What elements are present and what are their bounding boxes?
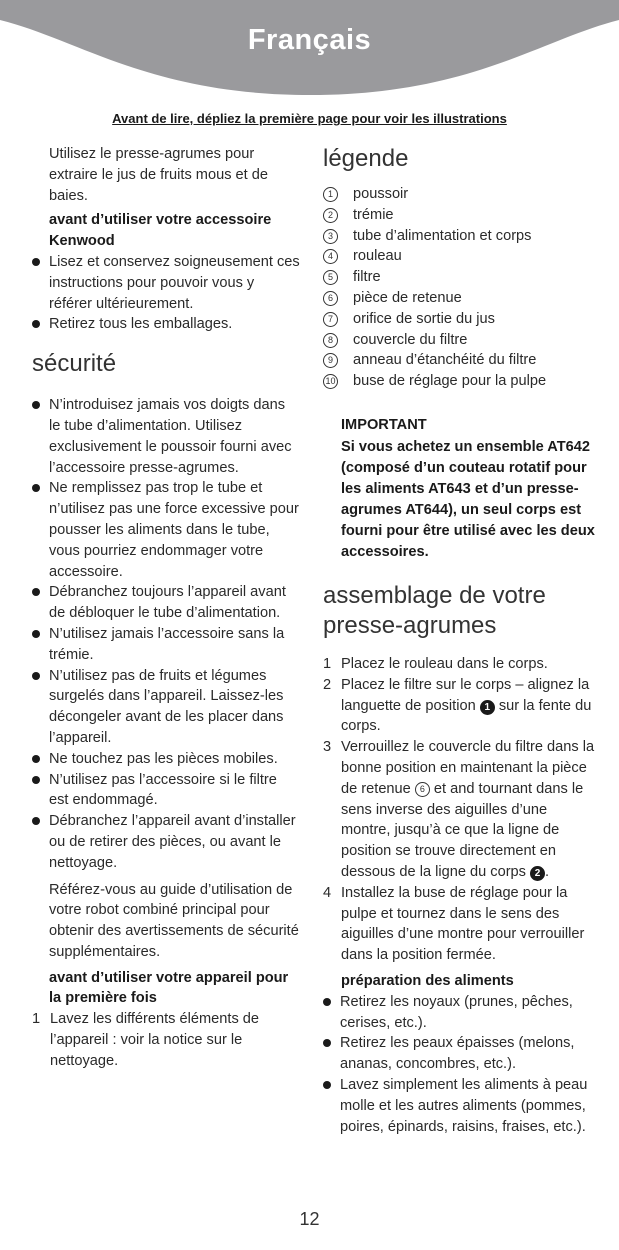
legend-item [323, 330, 598, 351]
language-title: Français [247, 24, 372, 56]
assembly-heading: assemblage de votre presse-agrumes [323, 581, 546, 639]
prep-heading: préparation des aliments [341, 972, 514, 989]
list-item: N’utilisez pas l’accessoire si le filtre est endommagé. [32, 770, 300, 812]
step-text: Lavez les différents éléments de l’appareil : voir la notice sur le nettoyage. [50, 1011, 260, 1069]
first-use-list [32, 1009, 300, 1071]
legend-item [323, 184, 598, 205]
step-number: 2 [323, 676, 332, 693]
prep-list [323, 992, 598, 1138]
legend-label: pièce de retenue [353, 289, 462, 306]
list-item: Ne touchez pas les pièces mobiles. [32, 749, 300, 770]
list-item: Débranchez l’appareil avant d’installer ou de retirer des pièces, ou avant le nettoyage. [32, 811, 300, 873]
list-item: N’utilisez jamais l’accessoire sans la trémie. [32, 624, 300, 666]
first-use-heading: avant d’utiliser votre appareil pour la première fois [49, 969, 289, 1007]
number-circle-icon: 6 [415, 782, 430, 797]
step-number: 4 [323, 884, 332, 901]
legend-item [323, 371, 598, 392]
assembly-steps [323, 654, 598, 966]
right-column [323, 144, 598, 1137]
legend-item [323, 350, 598, 371]
legend-label: filtre [353, 269, 381, 286]
number-circle-icon: 6 [323, 291, 338, 306]
safety-list [32, 395, 300, 873]
intro-text: Utilisez le presse-agrumes pour extraire le jus de fruits mous et de baies. [49, 146, 269, 204]
list-item: Retirez les noyaux (prunes, pêches, cerises, etc.). [323, 992, 598, 1034]
important-box [323, 415, 598, 563]
number-circle-icon: 1 [323, 187, 338, 202]
list-item: N’utilisez pas de fruits et légumes surgelés dans l’appareil. Laissez-les décongeler avant de les placer dans l’appareil. [32, 666, 300, 749]
assembly-step [323, 883, 598, 966]
legend-item [323, 309, 598, 330]
list-item: Retirez tous les emballages. [32, 314, 300, 335]
step-text: Verrouillez le couvercle du filtre dans la bonne position en maintenant la pièce de retenue [341, 739, 595, 797]
number-circle-icon: 4 [323, 249, 338, 264]
legend-heading: légende [323, 145, 409, 172]
important-text: Si vous achetez un ensemble AT642 (composé d’un couteau rotatif pour les aliments AT643 et d’un presse-agrumes AT644), un seul corps est fourni pour être utilisé avec les deux accessoires. [341, 438, 595, 560]
refer-text: Référez-vous au guide d’utilisation de votre robot combiné principal pour obtenir des avertissements de sécurité supplémentaires. [49, 881, 299, 960]
step-number: 1 [323, 655, 332, 672]
step-text: sur la fente du corps. [341, 697, 592, 735]
legend-label: trémie [353, 206, 394, 223]
number-circle-icon: 5 [323, 270, 338, 285]
number-circle-icon: 7 [323, 312, 338, 327]
step-text: et and tournant dans le sens inverse des aiguilles d’une montre, jusqu’à ce que la ligne de position se trouve directement en dessous de la ligne du corps [341, 780, 584, 880]
legend-label: orifice de sortie du jus [353, 310, 495, 327]
legend-item [323, 246, 598, 267]
assembly-step [323, 654, 598, 675]
list-item: Ne remplissez pas trop le tube et n’utilisez pas une force excessive pour pousser les aliments dans le tube, vous pourriez endommager votre accessoire. [32, 478, 300, 582]
list-item: Lisez et conservez soigneusement ces instructions pour pouvoir vous y référer ultérieurement. [32, 252, 300, 314]
assembly-step [323, 737, 598, 883]
list-item: N’introduisez jamais vos doigts dans le tube d’alimentation. Utilisez exclusivement le poussoir fourni avec l’accessoire presse-agrumes. [32, 395, 300, 478]
step-text: Installez la buse de réglage pour la pulpe et tournez dans le sens des aiguilles d’une montre pour verrouiller dans la position fermée. [341, 884, 585, 964]
step-text: Placez le rouleau dans le corps. [341, 655, 548, 672]
step-number: 3 [323, 739, 332, 756]
important-title: IMPORTANT [341, 416, 427, 433]
figure-badge-icon: 2 [530, 866, 545, 881]
number-circle-icon: 8 [323, 333, 338, 348]
step-text: . [545, 863, 550, 880]
legend-label: poussoir [353, 186, 409, 202]
number-circle-icon: 9 [323, 353, 338, 368]
number-circle-icon: 10 [323, 374, 338, 389]
safety-heading: sécurité [32, 350, 117, 378]
legend-label: buse de réglage pour la pulpe [353, 373, 547, 390]
list-item: Débranchez toujours l’appareil avant de débloquer le tube d’alimentation. [32, 582, 300, 624]
assembly-step [323, 675, 598, 737]
list-item: Retirez les peaux épaisses (melons, ananas, concombres, etc.). [323, 1033, 598, 1075]
number-circle-icon: 3 [323, 229, 338, 244]
legend-item [323, 226, 598, 247]
list-item: Lavez simplement les aliments à peau molle et les autres aliments (pommes, poires, épinards, raisins, fraises, etc.). [323, 1075, 598, 1137]
before-use-list [32, 252, 300, 335]
left-column [32, 144, 300, 1072]
legend-item [323, 267, 598, 288]
step-text: Placez le filtre sur le corps – alignez la languette de position [341, 676, 590, 714]
number-circle-icon: 2 [323, 208, 338, 223]
figure-badge-icon: 1 [480, 700, 495, 715]
step-number: 1 [32, 1011, 41, 1028]
legend-list [323, 184, 598, 392]
legend-item [323, 288, 598, 309]
before-use-heading: avant d’utiliser votre accessoire Kenwood [49, 212, 272, 250]
list-item [32, 1009, 300, 1071]
legend-label: anneau d’étanchéité du filtre [353, 352, 537, 369]
legend-label: tube d’alimentation et corps [353, 227, 532, 244]
legend-label: rouleau [353, 248, 402, 265]
legend-item [323, 205, 598, 226]
page-number: 12 [299, 1209, 320, 1229]
fold-out-notice: Avant de lire, dépliez la première page pour voir les illustrations [112, 111, 507, 126]
legend-label: couvercle du filtre [353, 331, 468, 348]
